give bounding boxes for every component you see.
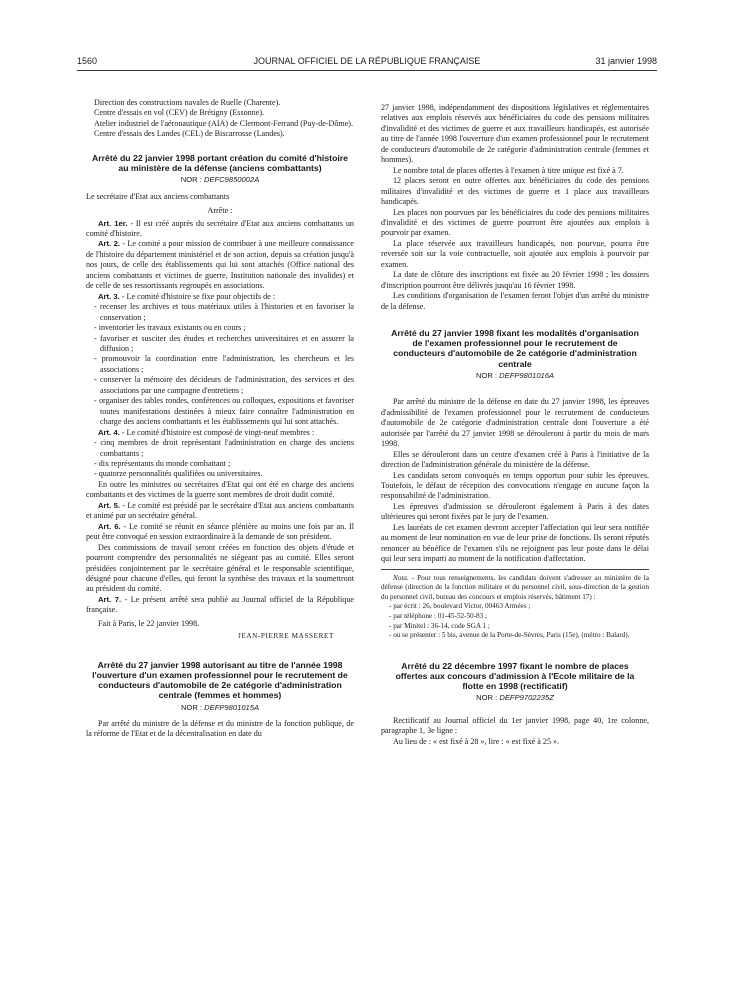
- list-item: - promouvoir la coordination entre l'administration, les chercheurs et les associations ;: [94, 354, 354, 374]
- header-rule: [77, 70, 657, 71]
- list-item: - favoriser et susciter des études et recherches universitaires et en assurer la diffusion ;: [94, 333, 354, 354]
- paragraph: Le nombre total de places offertes à l'examen à titre unique est fixé à 7.: [393, 165, 624, 175]
- list-item: - organiser des tables rondes, conférences ou colloques, expositions et favoriser toutes manifestations destinées à mieux faire connaître l'administration en charge des anciens combattants et les établissements qui lui sont attachés.: [94, 396, 354, 427]
- journal-title: JOURNAL OFFICIEL DE LA RÉPUBLIQUE FRANÇAISE: [253, 56, 481, 66]
- page-number: 1560: [77, 56, 98, 66]
- paragraph: La date de clôture des inscriptions est fixée au 20 février 1998 ; les dossiers d'inscription pourront être délivrés jusqu'au 16 février 1998.: [381, 270, 649, 290]
- paragraph: Les places non pourvues par les bénéficiaires du code des pensions militaires d'invalidité et des victimes de guerre pourront être ajoutées aux emplois à pourvoir par examen.: [381, 207, 649, 238]
- paragraph: Les lauréats de cet examen devront accepter l'affectation qui leur sera notifiée au moment de leur nomination en vue de leur prise de fonctions. Ils seront réputés renoncer au bénéfice de l'examen s'ils ne rejoignent pas leur poste dans le délai qui leur sera imparti au moment de la notification d'affectation.: [381, 522, 649, 564]
- article-6-extra: Des commissions de travail seront créées en fonction des objets d'étude et pourront comprendre des personnalités ne siégeant pas au comité. Elles seront présidées conjointement par le secrétaire général et le responsable scientifique, désigné pour chacune d'elles, qui feront la synthèse des travaux et la soumettront au président du comité.: [86, 542, 354, 594]
- rectificatif: Rectificatif au Journal officiel du 1er janvier 1998, page 40, 1re colonne, paragraphe 1, 3e ligne :: [381, 715, 649, 736]
- issue-date: 31 janvier 1998: [595, 56, 657, 66]
- intro-line: Atelier industriel de l'aéronautique (AIA) de Clermont-Ferrand (Puy-de-Dôme).: [94, 118, 354, 128]
- arrete-title-histoire: Arrêté du 22 janvier 1998 portant création du comité d'histoire au ministère de la défense (anciens combattants): [92, 152, 349, 174]
- list-item: - recenser les archives et tous matériaux utiles à l'historien et en favoriser la conservation ;: [94, 302, 354, 322]
- paragraph: Par arrêté du ministre de la défense en date du 27 janvier 1998, les épreuves d'admissibilité de l'examen professionnel pour le recrutement de conducteurs d'automobile de 2e catégorie d'administration centrale dont l'ouverture a été autorisée par l'arrêté du 27 janvier 1998 se dérouleront à partir du mois de mars 1998.: [381, 397, 649, 449]
- signature: JEAN-PIERRE MASSERET: [237, 632, 334, 641]
- arrete-title-examen: Arrêté du 27 janvier 1998 autorisant au titre de l'année 1998 l'ouverture d'un examen professionnel pour le recrutement de conducteurs d'automobile de 2e catégorie d'administration centrale (femmes et hommes): [92, 659, 348, 701]
- contact-item: - par écrit : 26, boulevard Victor, 00463 Armées ;: [389, 602, 531, 611]
- arrete-examen-text: Par arrêté du ministre de la défense et du ministre de la fonction publique, de la réforme de l'Etat et de la décentralisation en date du: [86, 718, 354, 739]
- nor-modalites: NOR : DEFP9801016A: [475, 370, 555, 380]
- paragraph: Les conditions d'organisation de l'examen feront l'objet d'un arrêté du ministre de la défense.: [381, 291, 649, 311]
- list-item: - conserver la mémoire des décideurs de l'administration, des services et des associations par une campagne d'entretiens ;: [94, 375, 354, 395]
- list-item: - cinq membres de droit représentant l'administration en charge des anciens combattants ;: [94, 438, 354, 458]
- right-column: [381, 103, 649, 747]
- paragraph: Elles se dérouleront dans un centre d'examen créé à Paris à l'initiative de la direction de l'administration générale du ministère de la défense.: [381, 449, 649, 470]
- intro-line: Centre d'essais en vol (CEV) de Brétigny (Essonne).: [94, 108, 265, 118]
- page-header: [77, 56, 657, 70]
- article-6: Art. 6. - Le comité se réunit en séance plénière au moins une fois par an. Il peut être convoqué en session extraordinaire à la demande de son président.: [86, 521, 354, 542]
- article-4: Art. 4. - Le comité d'histoire est composé de vingt-neuf membres :: [98, 427, 315, 437]
- article-1: Art. 1er. - Il est créé auprès du secrétaire d'Etat aux anciens combattants un comité d'histoire.: [86, 218, 354, 239]
- paragraph: Les épreuves d'admission se dérouleront également à Paris à des dates ultérieures qui seront fixées par le jury de l'examen.: [381, 501, 649, 522]
- article-2: Art. 2. - Le comité a pour mission de contribuer à une meilleure connaissance de l'histoire du département ministériel et de son action, depuis sa création jusqu'à nos jours, de celle des établissements qui lui sont attachés (Office national des anciens combattants et victimes de guerre, Institution nationale des invalides) et de celle de ses ressortissants regroupés en associations.: [86, 239, 354, 291]
- contact-item: - ou se présenter : 5 bis, avenue de la Porte-de-Sèvres, Paris (15e), (métro : Balard).: [389, 631, 630, 640]
- nota: Nota. - Pour tous renseignements, les candidats doivent s'adresser au ministère de la défense (direction de la fonction militaire et du personnel civil, sous-direction de la gestion du personnel civil, bureau des concours et emplois réservés, bâtiment 17) :: [381, 573, 649, 601]
- intro-line: Direction des constructions navales de Ruelle (Charente).: [94, 98, 281, 107]
- list-item: - quatorze personnalités qualifiées ou universitaires.: [94, 469, 263, 479]
- paragraph: 12 places seront en outre offertes aux bénéficiaires du code des pensions militaires d'invalidité et des victimes de guerre et 1 place aux travailleurs handicapés.: [381, 176, 649, 207]
- intro-line: Centre d'essais des Landes (CEL) de Biscarrosse (Landes).: [94, 129, 285, 139]
- article-7: Art. 7. - Le présent arrêté sera publié au Journal officiel de la République française.: [86, 594, 354, 615]
- note-divider: [381, 569, 649, 570]
- article-3: Art. 3. - Le comité d'histoire se fixe pour objectifs de :: [98, 291, 275, 301]
- paragraph: Les candidats seront convoqués en temps opportun pour subir les épreuves. Toutefois, le défaut de réception des convocations n'engage en aucune façon la responsabilité de l'administration.: [381, 470, 649, 501]
- contact-item: - par téléphone : 01-45-52-50-83 ;: [389, 611, 487, 620]
- nor-flotte: NOR : DEFP9702235Z: [476, 693, 554, 703]
- arrete-author: Le secrétaire d'Etat aux anciens combattants: [86, 191, 230, 201]
- nor-examen: NOR : DEFP9801015A: [180, 702, 260, 712]
- arrete-word: Arrête :: [207, 206, 233, 216]
- fait-a-paris: Fait à Paris, le 22 janvier 1998.: [98, 618, 200, 628]
- arrete-title-flotte: Arrêté du 22 décembre 1997 fixant le nombre de places offertes aux concours d'admission à l'Ecole militaire de la flotte en 1998 (rectificatif): [395, 660, 635, 692]
- continued-text: 27 janvier 1998, indépendamment des dispositions législatives et réglementaires relatives aux emplois réservés aux bénéficiaires du code des pensions militaires d'invalidité et des victimes de guerre et aux travailleurs handicapés, est autorisée au titre de l'année 1998 l'ouverture d'un examen professionnel pour le recrutement de conducteurs d'automobile de 2e catégorie d'administration centrale (femmes et hommes).: [381, 103, 649, 165]
- list-item: - dix représentants du monde combattant ;: [94, 459, 231, 468]
- paragraph: La place réservée aux travailleurs handicapés, non pourvue, pourra être reversée soit sur la voie contractuelle, soit ajoutée aux emplois à pourvoir par examen.: [381, 238, 649, 269]
- rectificatif-correction: Au lieu de : « est fixé à 28 », lire : « est fixé à 25 ».: [393, 736, 560, 746]
- article-5: Art. 5. - Le comité est présidé par le secrétaire d'Etat aux anciens combattants et animé par un secrétaire général.: [86, 500, 354, 521]
- arrete-title-modalites: Arrêté du 27 janvier 1998 fixant les modalités d'organisation de l'examen professionnel pour le recrutement de conducteurs d'automobile de 2e catégorie d'administration centrale: [391, 328, 639, 369]
- article-4-extra: En outre les ministres ou secrétaires d'Etat qui ont été en charge des anciens combattants et des victimes de la guerre sont membres de droit dudit comité.: [86, 479, 354, 500]
- list-item: - inventorier les travaux existants ou en cours ;: [94, 323, 246, 333]
- nor-histoire: NOR : DEFC9850002A: [180, 175, 260, 185]
- left-column: [86, 98, 354, 740]
- contact-item: - par Minitel : 36-14, code SGA 1 ;: [389, 621, 490, 630]
